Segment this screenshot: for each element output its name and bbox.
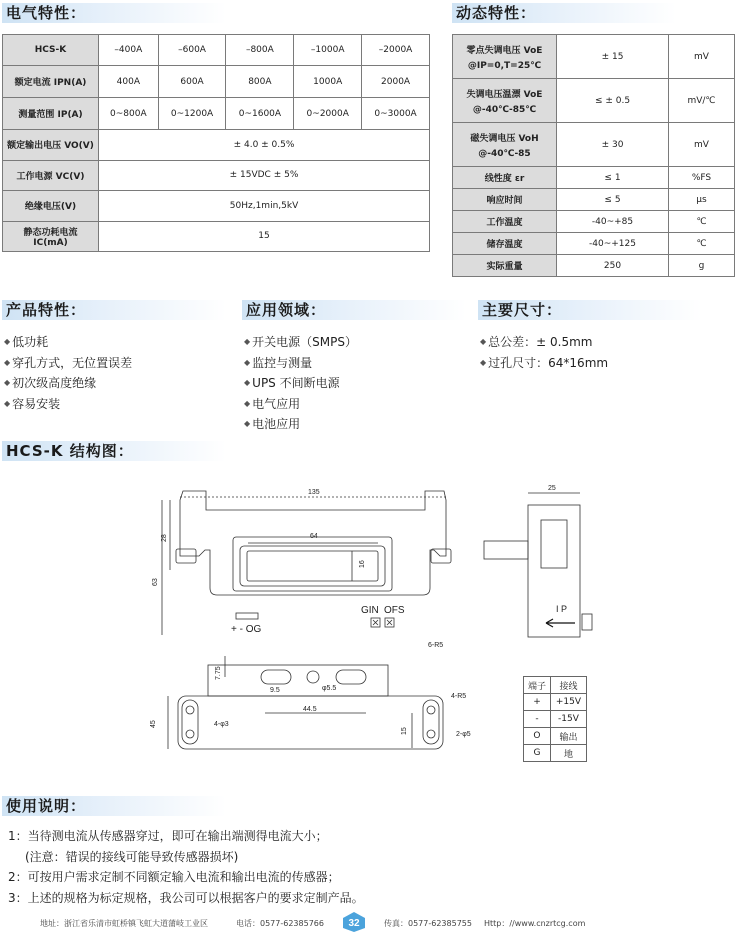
table-cell-value: -40~+125 — [557, 233, 669, 255]
table-cell-unit: mV — [669, 123, 735, 167]
pin-wiring: +15V — [550, 694, 586, 711]
dim-135: 135 — [308, 489, 320, 496]
row-label-condition: @-40℃-85 — [478, 148, 531, 159]
table-cell-value: ≤ 1 — [557, 167, 669, 189]
terminal-label: + - OG — [231, 624, 262, 635]
row-label: HCS-K — [3, 35, 99, 66]
side-view — [484, 485, 592, 637]
list-item: ◆ 总公差：± 0.5mm — [480, 332, 608, 353]
row-label — [453, 211, 557, 233]
pin-terminal: + — [524, 694, 551, 711]
dim-15: 15 — [401, 727, 408, 735]
table-row — [3, 66, 430, 98]
table-row — [3, 160, 430, 191]
table-cell: 2000A — [362, 66, 430, 98]
hole-4phi3: 4-φ3 — [214, 721, 229, 728]
list-item: ◆ 容易安装 — [4, 394, 132, 415]
row-label: 静态功耗电流 IC(mA) — [3, 221, 99, 252]
table-row — [453, 255, 735, 277]
usage-line: (注意：错误的接线可能导致传感器损坏) — [25, 849, 239, 864]
row-label-main: 工作温度 — [486, 218, 523, 228]
table-cell: –600A — [158, 35, 226, 66]
table-cell: 0~1600A — [226, 98, 294, 130]
table-cell-unit: mV — [669, 35, 735, 79]
ip-label: I P — [556, 604, 568, 614]
pin-terminal: O — [524, 728, 551, 745]
table-cell: 1000A — [294, 66, 362, 98]
table-row — [453, 35, 735, 79]
dim-45: 45 — [150, 720, 157, 728]
dim-63: 63 — [152, 578, 159, 586]
row-label — [453, 233, 557, 255]
electrical-table — [2, 34, 430, 252]
dynamic-table — [452, 34, 735, 277]
table-row — [453, 189, 735, 211]
table-row — [453, 167, 735, 189]
table-row — [3, 98, 430, 130]
row-label — [453, 123, 557, 167]
table-row — [453, 123, 735, 167]
row-label: 测量范围 IP(A) — [3, 98, 99, 130]
table-cell-value: -40~+85 — [557, 211, 669, 233]
pin-table — [523, 676, 587, 762]
usage-text — [8, 826, 364, 908]
merged-cell: 15 — [99, 221, 430, 252]
list-item: ◆ 初次级高度绝缘 — [4, 373, 132, 394]
list-item: ◆ 低功耗 — [4, 332, 132, 353]
table-cell: –800A — [226, 35, 294, 66]
dim-445: 44.5 — [303, 706, 317, 713]
structure-drawing — [0, 470, 739, 790]
row-label: 绝缘电压(V) — [3, 191, 99, 222]
row-label — [453, 189, 557, 211]
table-cell: –1000A — [294, 35, 362, 66]
usage-line: 3：上述的规格为标定规格，我公司可以根据客户的要求定制产品。 — [8, 890, 364, 905]
footer-fax: 传真：0577-62385755 — [384, 919, 472, 928]
product-features-list — [4, 332, 132, 414]
footer-phone: 电话：0577-62385766 — [236, 919, 324, 928]
pin-terminal: - — [524, 711, 551, 728]
table-cell-value: ≤ 5 — [557, 189, 669, 211]
table-row — [3, 221, 430, 252]
list-item: ◆ 过孔尺寸：64*16mm — [480, 353, 608, 374]
list-item: ◆ 监控与测量 — [244, 353, 357, 374]
row-label — [453, 167, 557, 189]
table-row — [3, 130, 430, 161]
table-cell-value: ± 15 — [557, 35, 669, 79]
applications-list — [244, 332, 357, 435]
pin-wiring: 输出 — [550, 728, 586, 745]
dim-95: 9.5 — [270, 687, 280, 694]
row-label-main: 储存温度 — [486, 240, 523, 250]
table-row — [3, 35, 430, 66]
list-item: ◆ 穿孔方式，无位置误差 — [4, 353, 132, 374]
row-label-main: 磁失调电压 VoH — [470, 133, 539, 144]
table-cell: –400A — [99, 35, 159, 66]
row-label: 额定电流 IPN(A) — [3, 66, 99, 98]
dim-16: 16 — [359, 560, 366, 568]
table-cell-unit: ℃ — [669, 233, 735, 255]
row-label — [453, 35, 557, 79]
list-item: ◆ 开关电源（SMPS） — [244, 332, 357, 353]
table-cell-unit: ℃ — [669, 211, 735, 233]
row-label-condition: @IP=0,T=25℃ — [467, 60, 542, 71]
hole-4r5: 4-R5 — [451, 693, 467, 700]
bottom-view — [150, 656, 471, 749]
footer — [40, 914, 720, 932]
usage-line: 2：可按用户需求定制不同额定输入电流和输出电流的传感器； — [8, 870, 340, 884]
corner-6r5: 6-R5 — [428, 642, 444, 649]
table-cell: 0~3000A — [362, 98, 430, 130]
row-label: 工作电源 VC(V) — [3, 160, 99, 191]
dim-775: 7.75 — [215, 666, 222, 680]
usage-line: 1：当待测电流从传感器穿过，即可在输出端测得电流大小； — [8, 829, 328, 843]
footer-web: Http：//www.cnzrtcg.com — [484, 919, 586, 928]
section-product: 产品特性： — [2, 300, 226, 320]
table-cell-value: 250 — [557, 255, 669, 277]
dim-phi55: φ5.5 — [322, 685, 337, 692]
page-number-badge — [342, 912, 366, 932]
row-label-main: 线性度 εr — [484, 174, 525, 184]
dimensions-list — [480, 332, 608, 373]
merged-cell: 50Hz,1min,5kV — [99, 191, 430, 222]
table-cell-unit: μs — [669, 189, 735, 211]
table-cell-value: ≤ ± 0.5 — [557, 79, 669, 123]
table-cell-unit: %FS — [669, 167, 735, 189]
table-cell: 0~1200A — [158, 98, 226, 130]
row-label-main: 零点失调电压 VoE — [466, 45, 543, 56]
table-row — [453, 211, 735, 233]
ofs-label: OFS — [384, 605, 405, 616]
list-item: ◆ UPS 不间断电源 — [244, 373, 357, 394]
pin-header: 端子 — [524, 677, 551, 694]
pin-terminal: G — [524, 745, 551, 762]
section-structure: HCS-K 结构图： — [2, 441, 226, 461]
table-cell-unit: mV/℃ — [669, 79, 735, 123]
gin-label: GIN — [361, 605, 379, 616]
row-label-main: 实际重量 — [486, 262, 523, 272]
footer-address: 地址：浙江省乐清市虹桥镇飞虹大道蒲岐工业区 — [40, 919, 208, 928]
table-cell: 600A — [158, 66, 226, 98]
row-label — [453, 255, 557, 277]
list-item: ◆ 电气应用 — [244, 394, 357, 415]
list-item: ◆ 电池应用 — [244, 414, 357, 435]
table-cell: 0~800A — [99, 98, 159, 130]
row-label-main: 失调电压温漂 VoE — [466, 89, 543, 100]
merged-cell: ± 15VDC ± 5% — [99, 160, 430, 191]
table-cell: –2000A — [362, 35, 430, 66]
table-row — [3, 191, 430, 222]
row-label — [453, 79, 557, 123]
dim-28: 28 — [161, 534, 168, 542]
row-label: 额定输出电压 VO(V) — [3, 130, 99, 161]
section-usage: 使用说明： — [2, 796, 226, 816]
table-cell-value: ± 30 — [557, 123, 669, 167]
pin-wiring: -15V — [550, 711, 586, 728]
row-label-main: 响应时间 — [486, 196, 523, 206]
section-dynamic: 动态特性： — [452, 3, 676, 23]
section-dimensions: 主要尺寸： — [478, 300, 702, 320]
table-cell: 800A — [226, 66, 294, 98]
table-cell-unit: g — [669, 255, 735, 277]
section-electrical: 电气特性： — [2, 3, 226, 23]
table-row — [453, 79, 735, 123]
section-application: 应用领域： — [242, 300, 466, 320]
dim-25: 25 — [548, 485, 556, 492]
pin-header: 接线 — [550, 677, 586, 694]
merged-cell: ± 4.0 ± 0.5% — [99, 130, 430, 161]
page-number: 32 — [348, 918, 360, 929]
pin-wiring: 地 — [550, 745, 586, 762]
hole-2phi5: 2-φ5 — [456, 731, 471, 738]
table-cell: 400A — [99, 66, 159, 98]
row-label-condition: @-40℃-85℃ — [472, 104, 537, 115]
front-view — [152, 489, 451, 649]
table-cell: 0~2000A — [294, 98, 362, 130]
dim-64: 64 — [310, 533, 318, 540]
table-row — [453, 233, 735, 255]
